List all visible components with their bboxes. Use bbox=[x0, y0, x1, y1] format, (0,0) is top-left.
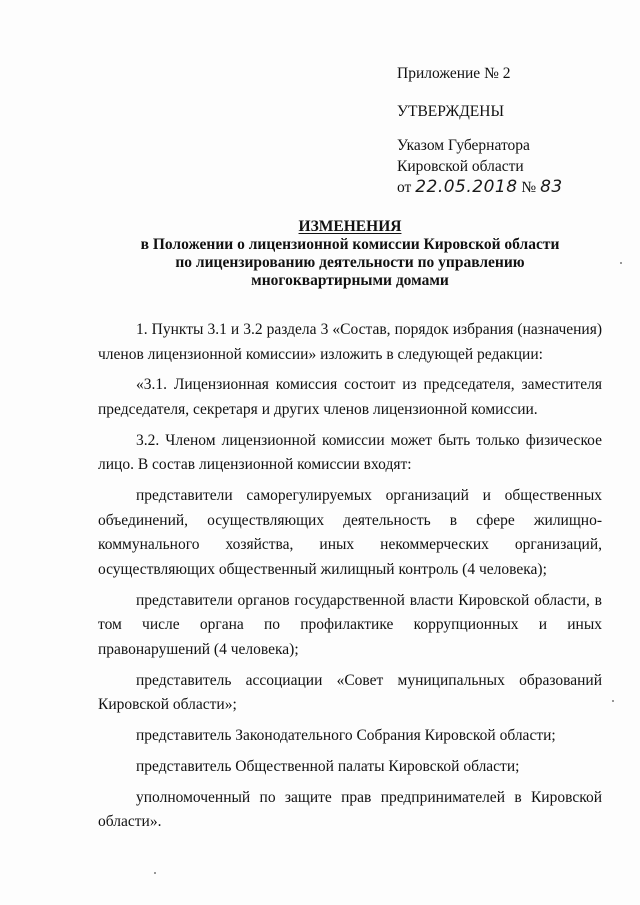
date-prefix: от bbox=[397, 179, 412, 196]
title-line-1: в Положении о лицензионной комиссии Кировской области bbox=[140, 236, 560, 253]
paragraph-4: представители саморегулируемых организаций и общественных объединений, осуществляющих деятельность в сфере жилищно-коммунального хозяйства, иных некоммерческих организаций, осуществляющих общественный жилищный контроль (4 человека); bbox=[98, 487, 602, 578]
paragraph-6: представитель ассоциации «Совет муниципальных образований Кировской области»; bbox=[98, 671, 602, 714]
title-main: ИЗМЕНЕНИЯ bbox=[298, 218, 402, 235]
decree-date-handwritten: 22.05.2018 bbox=[415, 177, 518, 197]
paragraph-7: представитель Законодательного Собрания Кировской области; bbox=[136, 727, 556, 745]
approval-block bbox=[397, 63, 627, 198]
decree-line-2: Кировской области bbox=[397, 158, 524, 175]
document-body bbox=[98, 318, 602, 835]
number-prefix: № bbox=[521, 179, 537, 196]
paragraph-2: «3.1. Лицензионная комиссия состоит из председателя, заместителя председателя, секретаря и других членов лицензионной комиссии. bbox=[98, 376, 602, 418]
appendix-label: Приложение № 2 bbox=[397, 65, 511, 82]
decree-date-line bbox=[397, 177, 627, 198]
scan-speck bbox=[620, 262, 622, 264]
document-title bbox=[100, 218, 600, 290]
scan-speck bbox=[154, 872, 156, 874]
scan-speck bbox=[612, 700, 614, 702]
paragraph-9: уполномоченный по защите прав предпринимателей в Кировской области». bbox=[98, 788, 602, 831]
paragraph-1: 1. Пункты 3.1 и 3.2 раздела 3 «Состав, порядок избрания (назначения) членов лицензионной комиссии» изложить в следующей редакции: bbox=[98, 321, 602, 363]
decree-line-1: Указом Губернатора bbox=[397, 137, 530, 154]
decree-number-handwritten: 83 bbox=[540, 177, 563, 197]
title-line-2: по лицензированию деятельности по управлению bbox=[175, 254, 525, 271]
paragraph-3: 3.2. Членом лицензионной комиссии может быть только физическое лицо. В состав лицензионной комиссии входят: bbox=[98, 431, 602, 474]
approved-label: УТВЕРЖДЕНЫ bbox=[397, 103, 504, 120]
title-line-3: многоквартирными домами bbox=[251, 272, 449, 289]
paragraph-8: представитель Общественной палаты Кировской области; bbox=[136, 757, 520, 775]
paragraph-5: представители органов государственной власти Кировской области, в том числе органа по профилактике коррупционных и иных правонарушений (4 человека); bbox=[98, 591, 602, 658]
